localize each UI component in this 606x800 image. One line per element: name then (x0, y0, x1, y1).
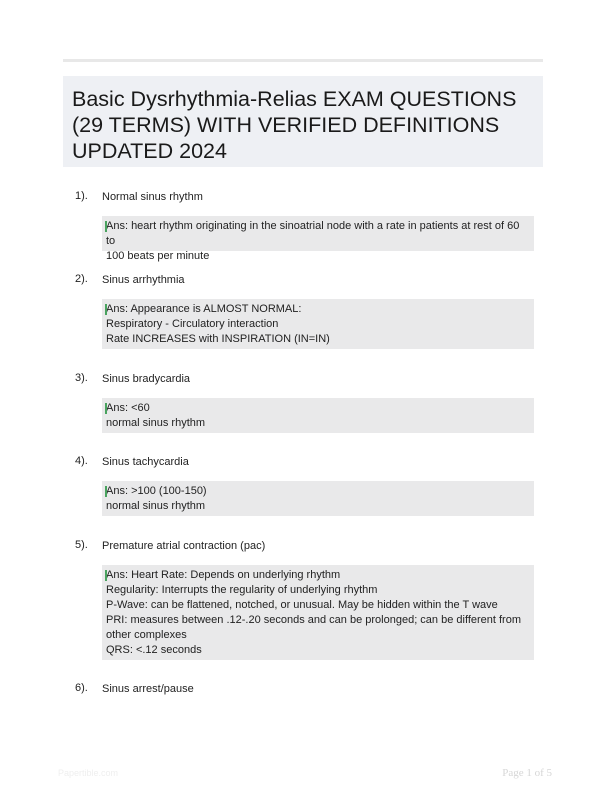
answer-line: Ans: Heart Rate: Depends on underlying rhythm (106, 569, 341, 581)
answer-line: Ans: heart rhythm originating in the sinoatrial node with a rate in patients at rest of 60 to (106, 220, 523, 247)
answer-box (102, 565, 534, 660)
footer-watermark: Papertible.com (58, 768, 119, 778)
question-number: 3). (75, 372, 88, 384)
question-term: Sinus tachycardia (102, 456, 189, 468)
answer-line: Regularity: Interrupts the regularity of underlying rhythm (106, 584, 378, 596)
document-title: Basic Dysrhythmia-Relias EXAM QUESTIONS (29 TERMS) WITH VERIFIED DEFINITIONS UPDATED 2024 (72, 87, 517, 163)
answer-line: P-Wave: can be flattened, notched, or unusual. May be hidden within the T wave (106, 599, 498, 611)
answer-line: Respiratory - Circulatory interaction (106, 318, 279, 330)
question-number: 2). (75, 273, 88, 285)
answer-box (102, 216, 534, 262)
answer-box (102, 398, 534, 433)
answer-line: other complexes (106, 629, 187, 641)
question-term: Sinus arrest/pause (102, 683, 194, 695)
question-number: 5). (75, 539, 88, 551)
answer-marker (105, 304, 107, 315)
page-number: Page 1 of 5 (502, 767, 552, 779)
question-term: Premature atrial contraction (pac) (102, 540, 266, 552)
answer-line: 100 beats per minute (106, 250, 210, 262)
answer-marker (105, 403, 107, 414)
answer-line: Ans: Appearance is ALMOST NORMAL: (106, 303, 302, 315)
question-number: 6). (75, 682, 88, 694)
question-number: 1). (75, 190, 88, 202)
question-number: 4). (75, 455, 88, 467)
question-term: Normal sinus rhythm (102, 191, 203, 203)
answer-line: Ans: >100 (100-150) (106, 485, 207, 497)
answer-marker (105, 221, 107, 232)
answer-line: Ans: <60 (106, 402, 150, 414)
title-banner (63, 76, 543, 167)
answer-line: PRI: measures between .12-.20 seconds and can be prolonged; can be different from (106, 614, 521, 626)
answer-box (102, 481, 534, 516)
top-divider (63, 59, 543, 62)
answer-line: QRS: <.12 seconds (106, 644, 202, 656)
answer-marker (105, 486, 107, 497)
answer-box (102, 299, 534, 349)
answer-line: Rate INCREASES with INSPIRATION (IN=IN) (106, 333, 330, 345)
answer-marker (105, 570, 107, 581)
answer-line: normal sinus rhythm (106, 417, 206, 429)
answer-line: normal sinus rhythm (106, 500, 206, 512)
question-term: Sinus bradycardia (102, 373, 191, 385)
question-term: Sinus arrhythmia (102, 274, 185, 286)
